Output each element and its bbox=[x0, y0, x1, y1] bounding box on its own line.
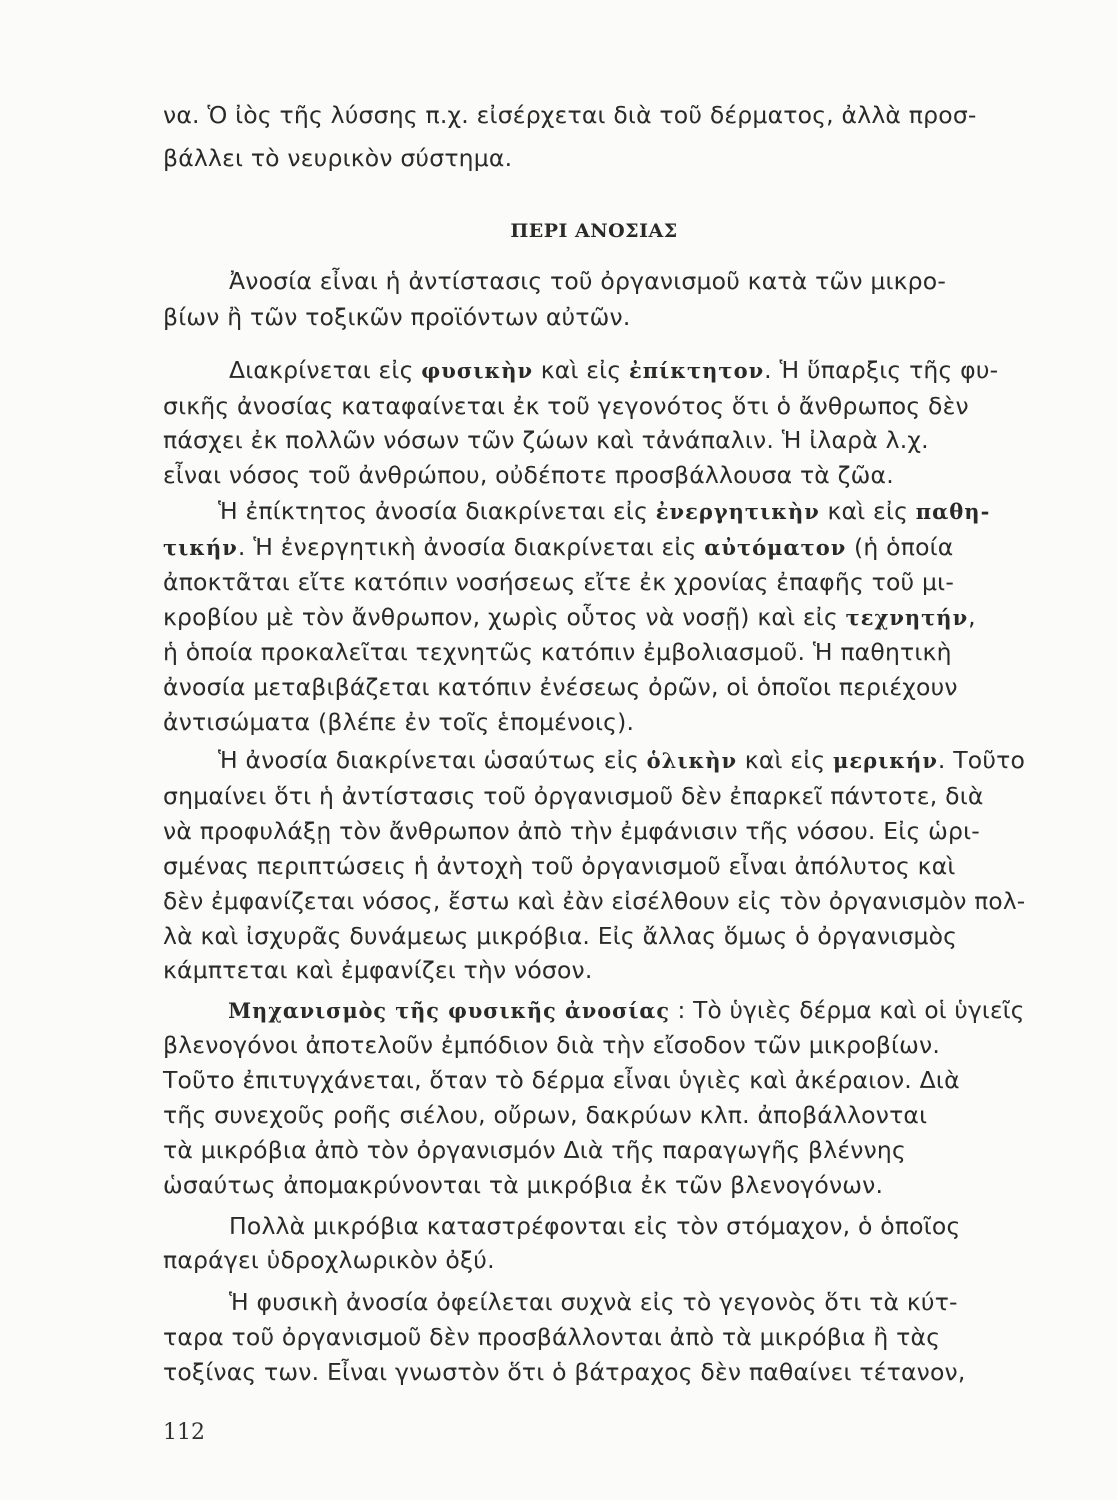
text-line-7: πάσχει ἐκ πολλῶν νόσων τῶν ζώων καὶ τἀνάπαλιν. Ἡ ἰλαρὰ λ.χ. bbox=[163, 426, 929, 454]
term-artificial: τεχνητήν bbox=[845, 605, 969, 630]
text-line-16: Ἡ ἀνοσία διακρίνεται ὡσαύτως εἰς ὁλικὴν καὶ εἰς μερικήν. Τοῦτο bbox=[218, 746, 1026, 774]
text-line-9: Ἡ ἐπίκτητος ἀνοσία διακρίνεται εἰς ἐνεργητικὴν καὶ εἰς παθη- bbox=[218, 497, 991, 525]
text-line-21: λὰ καὶ ἰσχυρᾶς δυνάμεως μικρόβια. Εἰς ἄλλας ὅμως ὁ ὀργανισμὸς bbox=[163, 922, 958, 950]
text-line-25: Τοῦτο ἐπιτυγχάνεται, ὅταν τὸ δέρμα εἶναι ὑγιὲς καὶ ἀκέραιον. Διὰ bbox=[163, 1066, 960, 1094]
text-line-27: τὰ μικρόβια ἀπὸ τὸν ὀργανισμόν Διὰ τῆς παραγωγῆς βλέννης bbox=[163, 1136, 907, 1164]
text-line-12: κροβίου μὲ τὸν ἄνθρωπον, χωρὶς οὗτος νὰ νοσῇ) καὶ εἰς τεχνητήν, bbox=[163, 603, 976, 631]
text-line-8: εἶναι νόσος τοῦ ἀνθρώπου, οὐδέποτε προσβάλλουσα τὰ ζῶα. bbox=[163, 461, 894, 489]
subheading-mechanism: Μηχανισμὸς τῆς φυσικῆς ἀνοσίας bbox=[228, 998, 670, 1023]
text-line-26: τῆς συνεχοῦς ροῆς σιέλου, οὔρων, δακρύων κλπ. ἀποβάλλονται bbox=[163, 1101, 928, 1129]
text-line-5: Διακρίνεται εἰς φυσικὴν καὶ εἰς ἐπίκτητον. Ἡ ὕπαρξις τῆς φυ- bbox=[229, 356, 999, 384]
text-line-3: Ἀνοσία εἶναι ἡ ἀντίστασις τοῦ ὀργανισμοῦ κατὰ τῶν μικρο- bbox=[229, 267, 947, 295]
term-acquired: ἐπίκτητον bbox=[629, 358, 765, 383]
text-line-30: παράγει ὑδροχλωρικὸν ὀξύ. bbox=[163, 1246, 495, 1274]
text-line-17: σημαίνει ὅτι ἡ ἀντίστασις τοῦ ὀργανισμοῦ δὲν ἐπαρκεῖ πάντοτε, διὰ bbox=[163, 782, 984, 810]
text-line-19: σμένας περιπτώσεις ἡ ἀντοχὴ τοῦ ὀργανισμοῦ εἶναι ἀπόλυτος καὶ bbox=[163, 852, 956, 880]
text-line-6: σικῆς ἀνοσίας καταφαίνεται ἐκ τοῦ γεγονότος ὅτι ὁ ἄνθρωπος δὲν bbox=[163, 392, 969, 420]
term-passive-cont: τικήν bbox=[163, 535, 238, 560]
text-line-20: δὲν ἐμφανίζεται νόσος, ἔστω καὶ ἐὰν εἰσέλθουν εἰς τὸν ὀργανισμὸν πολ- bbox=[163, 887, 1026, 915]
text-line-29: Πολλὰ μικρόβια καταστρέφονται εἰς τὸν στόμαχον, ὁ ὁποῖος bbox=[229, 1212, 961, 1240]
text-line-14: ἀνοσία μεταβιβάζεται κατόπιν ἐνέσεως ὀρῶν, οἱ ὁποῖοι περιέχουν bbox=[163, 673, 958, 701]
term-active: ἐνεργητικὴν bbox=[655, 499, 820, 524]
term-total: ὁλικὴν bbox=[646, 748, 738, 773]
text-line-32: ταρα τοῦ ὀργανισμοῦ δὲν προσβάλλονται ἀπὸ τὰ μικρόβια ἢ τὰς bbox=[163, 1323, 941, 1351]
text-line-11: ἀποκτᾶται εἴτε κατόπιν νοσήσεως εἴτε ἐκ χρονίας ἐπαφῆς τοῦ μι- bbox=[163, 568, 955, 596]
text-line-10: τικήν. Ἡ ἐνεργητικὴ ἀνοσία διακρίνεται εἰς αὐτόματον (ἡ ὁποία bbox=[163, 533, 954, 561]
text-line-2: βάλλει τὸ νευρικὸν σύστημα. bbox=[163, 144, 513, 172]
text-line-24: βλενογόνοι ἀποτελοῦν ἐμπόδιον διὰ τὴν εἴσοδον τῶν μικροβίων. bbox=[163, 1031, 941, 1059]
text-line-1: να. Ὁ ἰὸς τῆς λύσσης π.χ. εἰσέρχεται διὰ τοῦ δέρματος, ἀλλὰ προσ- bbox=[163, 101, 977, 129]
section-heading: ΠΕΡΙ ΑΝΟΣΙΑΣ bbox=[510, 220, 678, 242]
page-body bbox=[163, 98, 1025, 1458]
text-line-4: βίων ἢ τῶν τοξικῶν προϊόντων αὐτῶν. bbox=[163, 303, 631, 331]
text-line-18: νὰ προφυλάξῃ τὸν ἄνθρωπον ἀπὸ τὴν ἐμφάνισιν τῆς νόσου. Εἰς ὡρι- bbox=[163, 817, 980, 845]
term-partial: μερικήν bbox=[833, 748, 938, 773]
text-line-28: ὡσαύτως ἀπομακρύνονται τὰ μικρόβια ἐκ τῶν βλενογόνων. bbox=[163, 1171, 884, 1199]
text-line-31: Ἡ φυσικὴ ἀνοσία ὀφείλεται συχνὰ εἰς τὸ γεγονὸς ὅτι τὰ κύτ- bbox=[229, 1288, 958, 1316]
text-line-33: τοξίνας των. Εἶναι γνωστὸν ὅτι ὁ βάτραχος δὲν παθαίνει τέτανον, bbox=[163, 1358, 966, 1386]
text-line-23: Μηχανισμὸς τῆς φυσικῆς ἀνοσίας : Τὸ ὑγιὲς δέρμα καὶ οἱ ὑγιεῖς bbox=[228, 996, 1025, 1024]
term-physical: φυσικὴν bbox=[421, 358, 534, 383]
text-line-22: κάμπτεται καὶ ἐμφανίζει τὴν νόσον. bbox=[163, 956, 593, 984]
text-line-13: ἡ ὁποία προκαλεῖται τεχνητῶς κατόπιν ἐμβολιασμοῦ. Ἡ παθητικὴ bbox=[163, 638, 952, 666]
term-passive: παθη- bbox=[915, 499, 991, 524]
text-line-15: ἀντισώματα (βλέπε ἐν τοῖς ἑπομένοις). bbox=[163, 708, 635, 736]
term-automatic: αὐτόματον bbox=[704, 535, 847, 560]
page-number: 112 bbox=[163, 1420, 205, 1445]
